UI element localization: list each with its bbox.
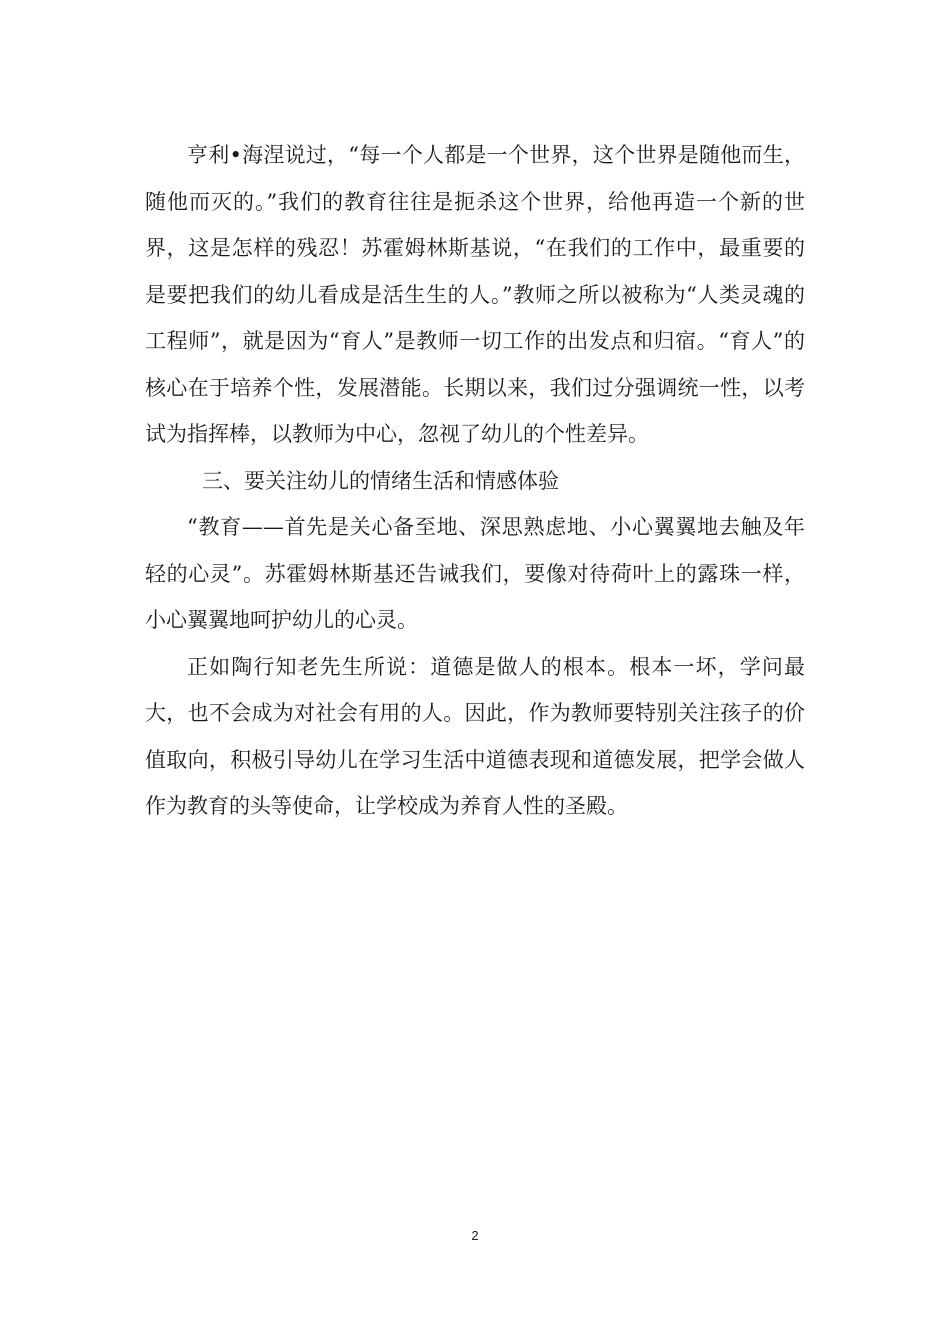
- paragraph-heine-quote: 亨利•海涅说过，“每一个人都是一个世界，这个世界是随他而生，随他而灭的。”我们的教育往往是扼杀这个世界，给他再造一个新的世界，这是怎样的残忍！苏霍姆林斯基说，“在我们的工作中，最重要的是要把我们的幼儿看成是活生生的人。”教师之所以被称为“人类灵魂的工程师”，就是因为“育人”是教师一切工作的出发点和归宿。“育人”的核心在于培养个性，发展潜能。长期以来，我们过分强调统一性，以考试为指挥棒，以教师为中心，忽视了幼儿的个性差异。: [145, 143, 805, 446]
- section-heading-three: 三、要关注幼儿的情绪生活和情感体验: [202, 468, 559, 493]
- paragraph-tao-xingzhi: 正如陶行知老先生所说：道德是做人的根本。根本一坏，学问最大，也不会成为对社会有用的人。因此，作为教师要特别关注孩子的价值取向，积极引导幼儿在学习生活中道德表现和道德发展，把学会做人作为教育的头等使命，让学校成为养育人性的圣殿。: [145, 654, 805, 818]
- paragraph-education-quote: “教育——首先是关心备至地、深思熟虑地、小心翼翼地去触及年轻的心灵”。苏霍姆林斯基还告诫我们，要像对待荷叶上的露珠一样，小心翼翼地呵护幼儿的心灵。: [145, 515, 805, 632]
- page-number: 2: [471, 1228, 479, 1243]
- document-body: [145, 132, 805, 830]
